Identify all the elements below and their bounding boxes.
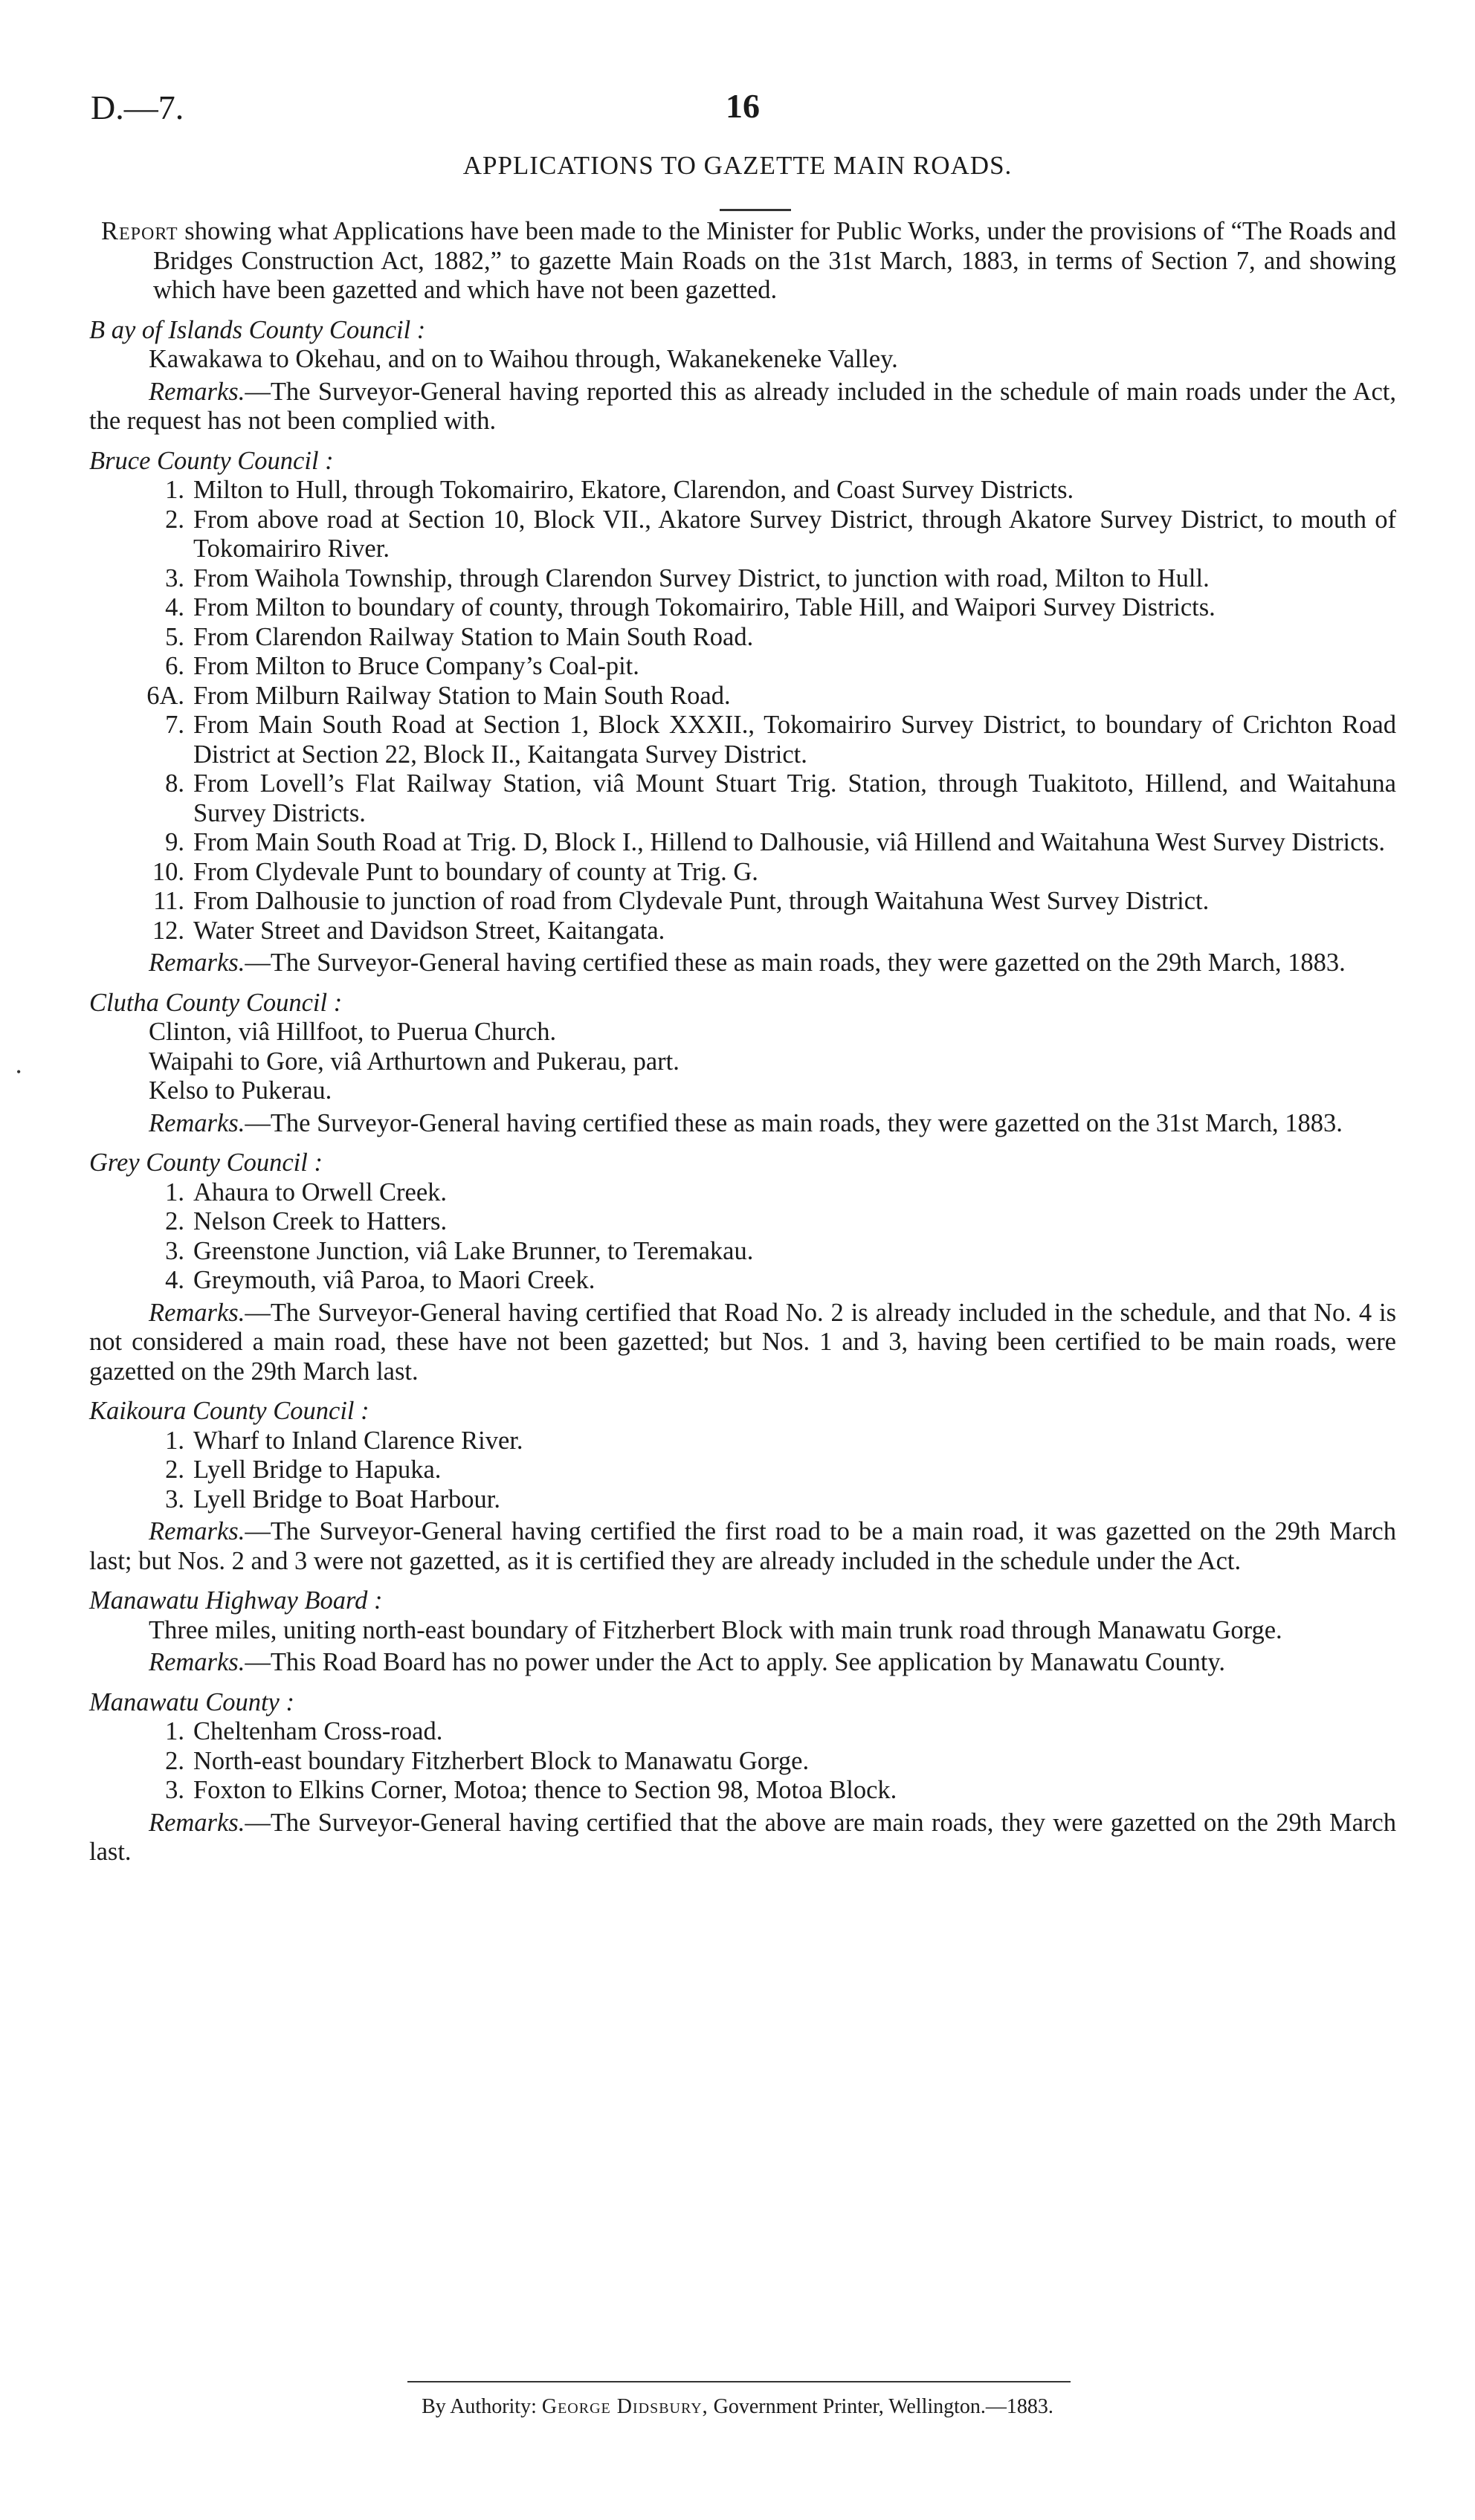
road-list [89,1427,1396,1515]
section-bay-of-islands [89,316,1396,436]
list-item [89,711,1396,769]
item-text: Ahaura to Orwell Creek. [193,1177,448,1206]
list-item [89,623,1396,653]
item-text: From above road at Section 10, Block VII., Akatore Survey District, through Akatore Survey District, to mouth of Tokomairiro River. [193,505,1396,563]
list-item [89,476,1396,505]
section-heading: B ay of Islands County Council : [89,315,426,344]
content [89,217,1396,1867]
section-heading: Bruce County Council : [89,446,334,475]
section-heading: Manawatu County : [89,1687,294,1716]
section-kaikoura [89,1397,1396,1576]
item-number: 11. [153,887,184,915]
road-list [89,1178,1396,1296]
printer-name: George Didsbury, [541,2395,709,2418]
footer-suffix: Government Printer, Wellington.—1883. [713,2395,1053,2418]
section-heading: Grey County Council : [89,1148,323,1177]
item-number: 9. [165,828,184,856]
road-line: Kelso to Pukerau. [149,1076,332,1105]
section-clutha [89,989,1396,1139]
list-item [89,858,1396,888]
list-item [89,1485,1396,1515]
item-text: From Milton to Bruce Company’s Coal-pit. [193,652,639,680]
remarks-label: Remarks. [149,1808,245,1837]
item-number: 1. [165,1426,184,1455]
list-item [89,1776,1396,1806]
remarks-text: —The Surveyor-General having certified these as main roads, they were gazetted on the 29th March, 1883. [245,949,1346,977]
remarks-text: —The Surveyor-General having certified that Road No. 2 is already included in the schedule, and that No. 4 is not considered a main road, these have not been gazetted; but Nos. 1 and 3, having been certified to be main roads, were gazetted on the 29th March last. [89,1298,1396,1386]
remarks-label: Remarks. [149,949,245,977]
remarks-text: —This Road Board has no power under the Act to apply. See application by Manawatu County. [245,1648,1226,1676]
item-number: 7. [165,711,184,739]
item-number: 2. [165,505,184,534]
item-number: 1. [165,476,184,504]
item-text: Nelson Creek to Hatters. [193,1207,448,1235]
remarks [89,949,1396,978]
list-item [89,682,1396,711]
list-item [89,505,1396,564]
remarks-label: Remarks. [149,1517,245,1545]
section-grey [89,1148,1396,1386]
item-text: North-east boundary Fitzherbert Block to Manawatu Gorge. [193,1746,810,1775]
item-number: 8. [165,769,184,798]
item-number: 1. [165,1177,184,1206]
list-item [89,593,1396,623]
item-number: 3. [165,1484,184,1513]
item-number: 6A. [146,681,184,710]
list-item [89,828,1396,858]
page-number: 16 [726,87,760,125]
item-number: 4. [165,1266,184,1294]
road-list [89,1717,1396,1806]
remarks-label: Remarks. [149,1648,245,1676]
remarks [89,1109,1396,1139]
item-text: From Dalhousie to junction of road from Clydevale Punt, through Waitahuna West Survey District. [193,887,1210,915]
item-text: From Clarendon Railway Station to Main South Road. [193,622,754,651]
list-item [89,1178,1396,1208]
remarks [89,1299,1396,1387]
list-item [89,1717,1396,1747]
remarks [89,1809,1396,1867]
item-text: Lyell Bridge to Boat Harbour. [193,1484,500,1513]
remarks [89,1648,1396,1678]
list-item [89,917,1396,946]
item-text: From Waihola Township, through Clarendon Survey District, to junction with road, Milton to Hull. [193,563,1210,592]
section-heading: Clutha County Council : [89,988,343,1017]
footer-rule [407,2381,1071,2382]
item-text: Greenstone Junction, viâ Lake Brunner, to Teremakau. [193,1236,754,1265]
list-item [89,1427,1396,1456]
road-line: Kawakawa to Okehau, and on to Waihou through, Wakanekeneke Valley. [149,345,898,373]
item-text: From Lovell’s Flat Railway Station, viâ Mount Stuart Trig. Station, through Tuakitoto, Hillend, and Waitahuna Survey Districts. [193,769,1396,827]
list-item [89,1747,1396,1777]
section-heading: Manawatu Highway Board : [89,1586,383,1615]
section-heading: Kaikoura County Council : [89,1397,369,1425]
item-text: Water Street and Davidson Street, Kaitangata. [193,916,665,945]
report-lead: Report [101,217,178,245]
list-item [89,769,1396,828]
section-manawatu-county [89,1688,1396,1867]
item-number: 10. [152,857,184,886]
item-number: 2. [165,1207,184,1235]
road-line: Waipahi to Gore, viâ Arthurtown and Pukerau, part. [149,1047,680,1076]
item-text: Milton to Hull, through Tokomairiro, Ekatore, Clarendon, and Coast Survey Districts. [193,476,1074,504]
item-number: 6. [165,652,184,680]
remarks-text: —The Surveyor-General having reported this as already included in the schedule of main roads under the Act, the request has not been complied with. [89,377,1396,435]
title-rule [720,209,791,211]
remarks-label: Remarks. [149,377,245,406]
item-text: Greymouth, viâ Paroa, to Maori Creek. [193,1266,596,1294]
remarks-text: —The Surveyor-General having certified these as main roads, they were gazetted on the 31st March, 1883. [245,1108,1343,1137]
footer-prefix: By Authority: [422,2395,537,2418]
item-text: Lyell Bridge to Hapuka. [193,1456,442,1484]
remarks-label: Remarks. [149,1298,245,1327]
page-title: APPLICATIONS TO GAZETTE MAIN ROADS. [462,151,1013,180]
list-item [89,1207,1396,1237]
remarks-label: Remarks. [149,1108,245,1137]
item-text: From Milton to boundary of county, through Tokomairiro, Table Hill, and Waipori Survey Districts. [193,593,1216,621]
section-manawatu-highway-board [89,1586,1396,1678]
remarks-text: —The Surveyor-General having certified the first road to be a main road, it was gazetted on the 29th March last; but Nos. 2 and 3 were not gazetted, as it is certified they are already included in the schedule under the Act. [89,1517,1396,1575]
report-text: showing what Applications have been made to the Minister for Public Works, under the provisions of “The Roads and Bridges Construction Act, 1882,” to gazette Main Roads on the 31st March, 1883, in terms of Section 7, and showing which have been gazetted and which have not been gazetted. [153,217,1396,304]
item-number: 1. [165,1717,184,1745]
item-number: 3. [165,563,184,592]
item-number: 4. [165,593,184,621]
remarks [89,378,1396,436]
list-item [89,1266,1396,1296]
item-text: Foxton to Elkins Corner, Motoa; thence to Section 98, Motoa Block. [193,1776,897,1804]
item-number: 5. [165,622,184,651]
item-text: Cheltenham Cross-road. [193,1717,443,1745]
list-item [89,1237,1396,1267]
road-line: Clinton, viâ Hillfoot, to Puerua Church. [149,1018,557,1046]
remarks [89,1517,1396,1576]
item-number: 3. [165,1776,184,1804]
item-text: From Milburn Railway Station to Main South Road. [193,681,731,710]
road-line: Three miles, uniting north-east boundary of Fitzherbert Block with main trunk road through Manawatu Gorge. [149,1615,1282,1644]
list-item [89,887,1396,917]
list-item [89,564,1396,594]
list-item [89,652,1396,682]
road-list [89,476,1396,946]
item-number: 2. [165,1746,184,1775]
item-text: From Clydevale Punt to boundary of county at Trig. G. [193,857,758,886]
document-code: D.—7. [91,88,184,126]
printer-footer [0,2395,1475,2419]
item-number: 2. [165,1456,184,1484]
remarks-text: —The Surveyor-General having certified that the above are main roads, they were gazetted on the 29th March last. [89,1808,1396,1866]
item-text: From Main South Road at Trig. D, Block I., Hillend to Dalhousie, viâ Hillend and Waitahuna West Survey Districts. [193,828,1386,856]
section-bruce [89,447,1396,978]
item-number: 12. [152,916,184,945]
margin-mark: • [16,1064,22,1079]
list-item [89,1456,1396,1485]
item-text: From Main South Road at Section 1, Block XXXII., Tokomairiro Survey District, to boundary of Crichton Road District at Section 22, Block II., Kaitangata Survey District. [193,711,1396,769]
item-text: Wharf to Inland Clarence River. [193,1426,523,1455]
report-paragraph [89,217,1396,306]
item-number: 3. [165,1236,184,1265]
